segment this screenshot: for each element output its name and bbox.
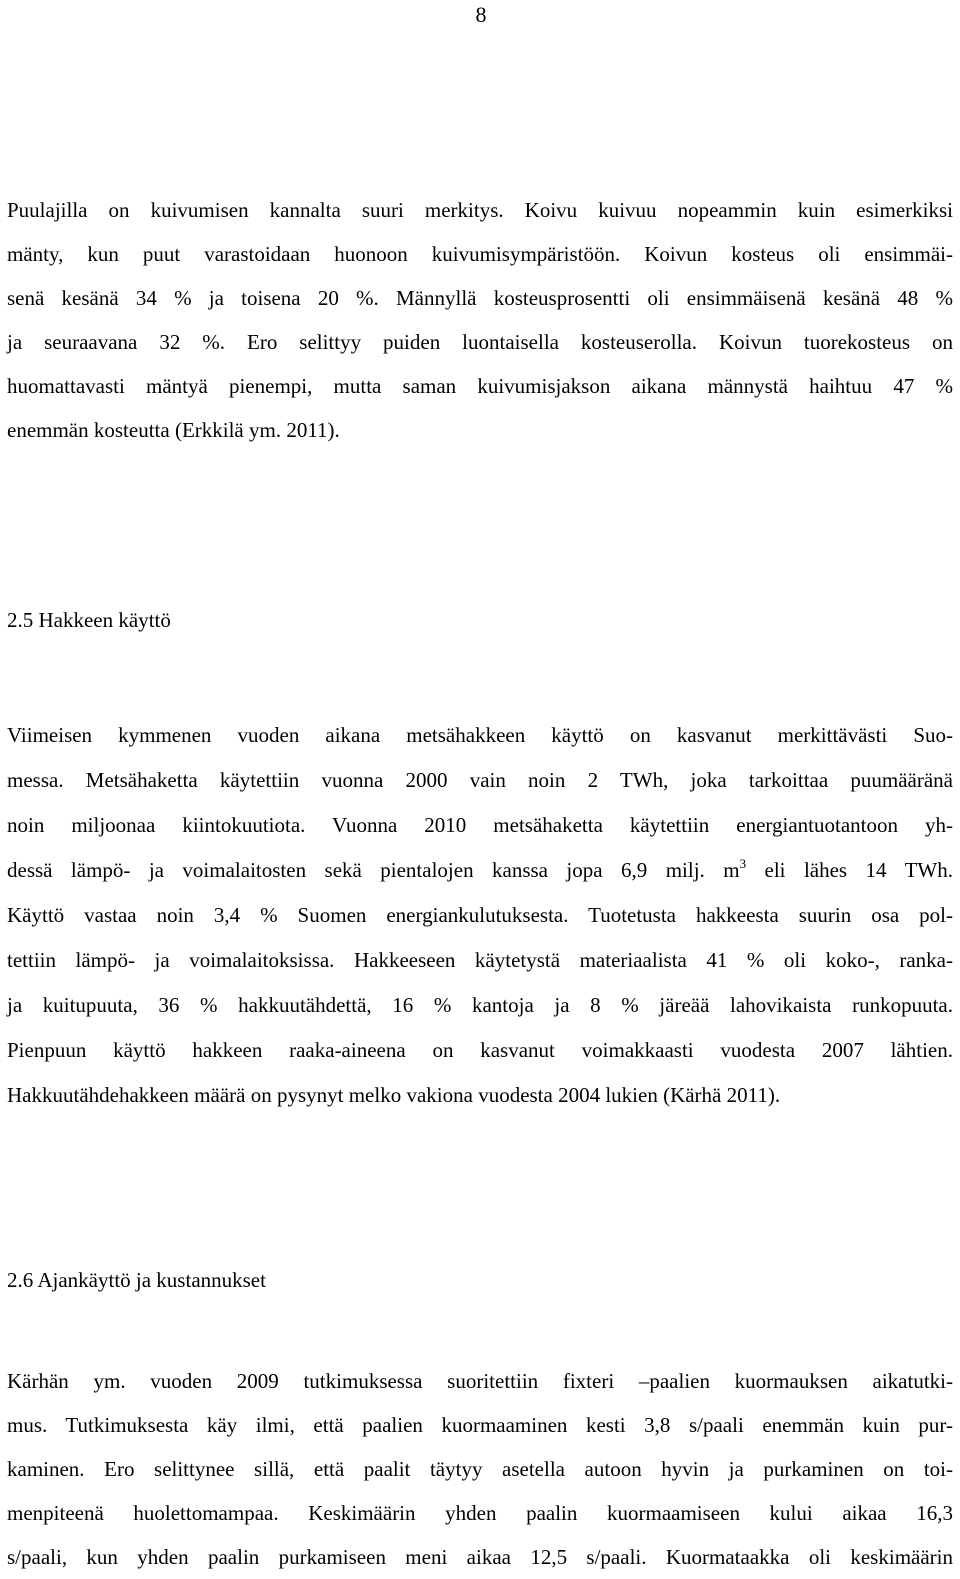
text-line: huomattavasti mäntyä pienempi, mutta saman kuivumisjakson aikana männystä haihtuu 47 % [7, 374, 953, 398]
text-line: tettiin lämpö- ja voimalaitoksissa. Hakkeeseen käytetystä materiaalista 41 % oli koko-, ranka- [7, 948, 953, 972]
paragraph-drying [7, 188, 953, 452]
text-line: ja kuitupuuta, 36 % hakkuutähdettä, 16 % kantoja ja 8 % järeää lahovikaista runkopuuta. [7, 993, 953, 1017]
text-line: Pienpuun käyttö hakkeen raaka-aineena on kasvanut voimakkaasti vuodesta 2007 lähtien. [7, 1038, 953, 1062]
text-line: enemmän kosteutta (Erkkilä ym. 2011). [7, 418, 340, 442]
text-line: messa. Metsähaketta käytettiin vuonna 2000 vain noin 2 TWh, joka tarkoittaa puumääränä [7, 768, 953, 792]
text-line: Viimeisen kymmenen vuoden aikana metsähakkeen käyttö on kasvanut merkittävästi Suo- [7, 723, 953, 747]
text-line: menpiteenä huolettomampaa. Keskimäärin yhden paalin kuormaamiseen kului aikaa 16,3 [7, 1501, 953, 1525]
paragraph-time-costs [7, 1359, 953, 1579]
text-line: ja seuraavana 32 %. Ero selittyy puiden luontaisella kosteuserolla. Koivun tuorekosteus on [7, 330, 953, 354]
text-line: mänty, kun puut varastoidaan huonoon kuivumisympäristöön. Koivun kosteus oli ensimmäi- [7, 242, 953, 266]
text-line: Hakkuutähdehakkeen määrä on pysynyt melko vakiona vuodesta 2004 lukien (Kärhä 2011). [7, 1083, 781, 1107]
text-segment: dessä lämpö- ja voimalaitosten sekä pientalojen kanssa jopa 6,9 milj. m [7, 858, 740, 882]
superscript: 3 [739, 856, 747, 871]
text-line: Puulajilla on kuivumisen kannalta suuri merkitys. Koivu kuivuu nopeammin kuin esimerkiksi [7, 198, 953, 222]
text-line [7, 848, 953, 893]
text-line: Käyttö vastaa noin 3,4 % Suomen energiankulutuksesta. Tuotetusta hakkeesta suurin osa pol- [7, 903, 953, 927]
paragraph-chip-usage [7, 713, 953, 1118]
text-line: mus. Tutkimuksesta käy ilmi, että paalien kuormaaminen kesti 3,8 s/paali enemmän kuin pur- [7, 1413, 953, 1437]
section-heading-2-6: 2.6 Ajankäyttö ja kustannukset [7, 1268, 266, 1292]
section-heading-2-5: 2.5 Hakkeen käyttö [7, 608, 171, 632]
text-line: Kärhän ym. vuoden 2009 tutkimuksessa suoritettiin fixteri –paalien kuormauksen aikatutki- [7, 1369, 953, 1393]
text-line: kaminen. Ero selittynee sillä, että paalit täytyy asetella autoon hyvin ja purkaminen on toi- [7, 1457, 953, 1481]
text-line: senä kesänä 34 % ja toisena 20 %. Männyllä kosteusprosentti oli ensimmäisenä kesänä 48 % [7, 286, 953, 310]
page-number: 8 [475, 2, 487, 27]
text-segment: eli lähes 14 TWh. [746, 858, 953, 882]
text-line: s/paali, kun yhden paalin purkamiseen meni aikaa 12,5 s/paali. Kuormataakka oli keskimäärin [7, 1545, 953, 1569]
text-line: noin miljoonaa kiintokuutiota. Vuonna 2010 metsähaketta käytettiin energiantuotantoon yh- [7, 813, 953, 837]
